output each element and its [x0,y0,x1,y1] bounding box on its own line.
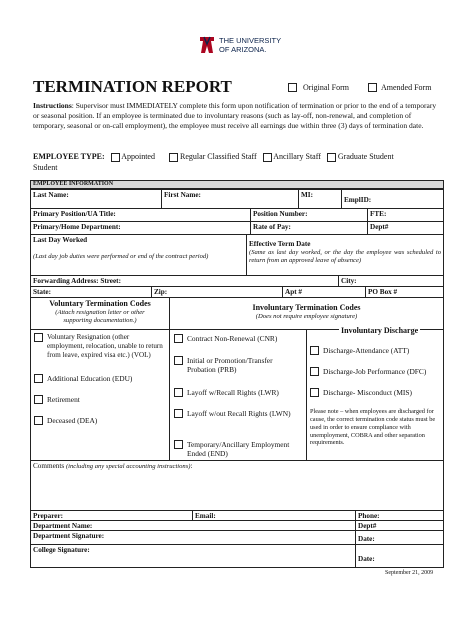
university-logo [199,36,289,56]
appointed-checkbox[interactable] [111,153,120,162]
retirement-option[interactable]: Retirement [34,395,80,404]
additional-education-option[interactable]: Additional Education (EDU) [34,374,132,383]
voluntary-resignation-checkbox[interactable] [34,333,43,342]
deceased-checkbox[interactable] [34,416,43,425]
voluntary-header: Voluntary Termination Codes (Attach resignation letter or other supporting documentation.) [30,297,170,330]
mi-field[interactable]: MI: [298,189,342,209]
instructions: Instructions: Supervisor must IMMEDIATELY complete this form upon notification of termination or prior to the end of a temporary or seasonal position. If an employee is terminated due to involuntary reasons (such as lay-off, non-renewal, and completion of temporary, seasonal or on-call employment), the employee must receive all earnings due within three (3) days of termination date. [33,101,437,130]
section-header-employee-info: EMPLOYEE INFORMATION [30,180,444,189]
position-number-field[interactable]: Position Number: [250,208,368,222]
state-field[interactable]: State: [30,286,152,298]
comments-field[interactable]: Comments (including any special accounting instructions): [30,460,444,511]
effective-term-date-field[interactable]: Effective Term Date (Same as last day worked, or the day the employee was scheduled to return from an approved leave of absence) [246,234,444,276]
original-form-checkbox[interactable] [288,83,297,92]
email-field[interactable]: Email: [192,510,356,521]
footer-dept-num-field[interactable]: Dept# [355,520,444,531]
amended-form-checkbox[interactable] [368,83,377,92]
phone-field[interactable]: Phone: [355,510,444,521]
contract-non-renewal-checkbox[interactable] [174,334,183,343]
emplid-field[interactable]: EmplID: [341,189,444,209]
employee-type-label: EMPLOYEE TYPE: [33,152,105,161]
forwarding-address-field[interactable]: Forwarding Address: Street: [30,275,339,287]
graduate-student-checkbox[interactable] [327,153,336,162]
discharge-attendance-checkbox[interactable] [310,346,319,355]
page-title: TERMINATION REPORT [33,77,232,96]
probation-checkbox[interactable] [174,356,183,365]
employee-type-student: Student [33,163,58,172]
employment-ended-option[interactable]: Temporary/Ancillary Employment Ended (END) [174,440,304,459]
preparer-field[interactable]: Preparer: [30,510,193,521]
discharge-note: Please note – when employees are discharged for cause, the correct termination code status must be used in order to ensure compliance with unemployment, COBRA and other separation requirements. [310,408,436,447]
additional-education-checkbox[interactable] [34,374,43,383]
original-form-label: Original Form [303,83,349,92]
involuntary-discharge-title: Involuntary Discharge [341,326,419,335]
zip-field[interactable]: Zip: [151,286,283,298]
layoff-no-recall-checkbox[interactable] [174,409,183,418]
ancillary-staff-checkbox[interactable] [263,153,272,162]
department-signature-field[interactable]: Department Signature: [30,530,356,545]
layoff-recall-option[interactable]: Layoff w/Recall Rights (LWR) [174,388,279,397]
city-field[interactable]: City: [338,275,444,287]
apt-field[interactable]: Apt # [282,286,366,298]
university-name: THE UNIVERSITY OF ARIZONA. [219,36,282,54]
deceased-option[interactable]: Deceased (DEA) [34,416,97,425]
employee-type: EMPLOYEE TYPE: Appointed Regular Classified Staff Ancillary Staff Graduate Student [33,152,394,161]
voluntary-resignation-option[interactable]: Voluntary Resignation (other employment, relocation, unable to return from leave, expired visa etc.) (VOL) [34,333,166,360]
contract-non-renewal-option[interactable]: Contract Non-Renewal (CNR) [174,334,277,343]
dept-num-field[interactable]: Dept# [367,221,444,235]
layoff-recall-checkbox[interactable] [174,388,183,397]
last-name-field[interactable]: Last Name: [30,189,162,209]
primary-home-dept-field[interactable]: Primary/Home Department: [30,221,251,235]
po-box-field[interactable]: PO Box # [365,286,444,298]
regular-classified-checkbox[interactable] [169,153,178,162]
involuntary-header: Involuntary Termination Codes (Does not require employee signature) [169,297,444,330]
probation-option[interactable]: Initial or Promotion/Transfer Probation (PRB) [174,356,302,375]
layoff-no-recall-option[interactable]: Layoff w/out Recall Rights (LWN) [174,409,302,418]
discharge-misconduct-checkbox[interactable] [310,388,319,397]
college-date-field[interactable]: Date: [355,544,444,568]
discharge-performance-option[interactable]: Discharge-Job Performance (DFC) [310,367,426,376]
revision-date: September 21, 2009 [385,570,434,576]
discharge-attendance-option[interactable]: Discharge-Attendance (ATT) [310,346,409,355]
department-date-field[interactable]: Date: [355,530,444,545]
retirement-checkbox[interactable] [34,395,43,404]
department-name-field[interactable]: Department Name: [30,520,356,531]
last-day-worked-field[interactable]: Last Day Worked (Last day job duties were performed or end of the contract period) [30,234,247,276]
primary-position-field[interactable]: Primary Position/UA Title: [30,208,251,222]
fte-field[interactable]: FTE: [367,208,444,222]
shield-icon [199,36,215,54]
discharge-performance-checkbox[interactable] [310,367,319,376]
discharge-misconduct-option[interactable]: Discharge- Misconduct (MIS) [310,388,412,397]
college-signature-field[interactable]: College Signature: [30,544,356,568]
first-name-field[interactable]: First Name: [161,189,299,209]
amended-form-label: Amended Form [381,83,432,92]
employment-ended-checkbox[interactable] [174,440,183,449]
rate-of-pay-field[interactable]: Rate of Pay: [250,221,368,235]
